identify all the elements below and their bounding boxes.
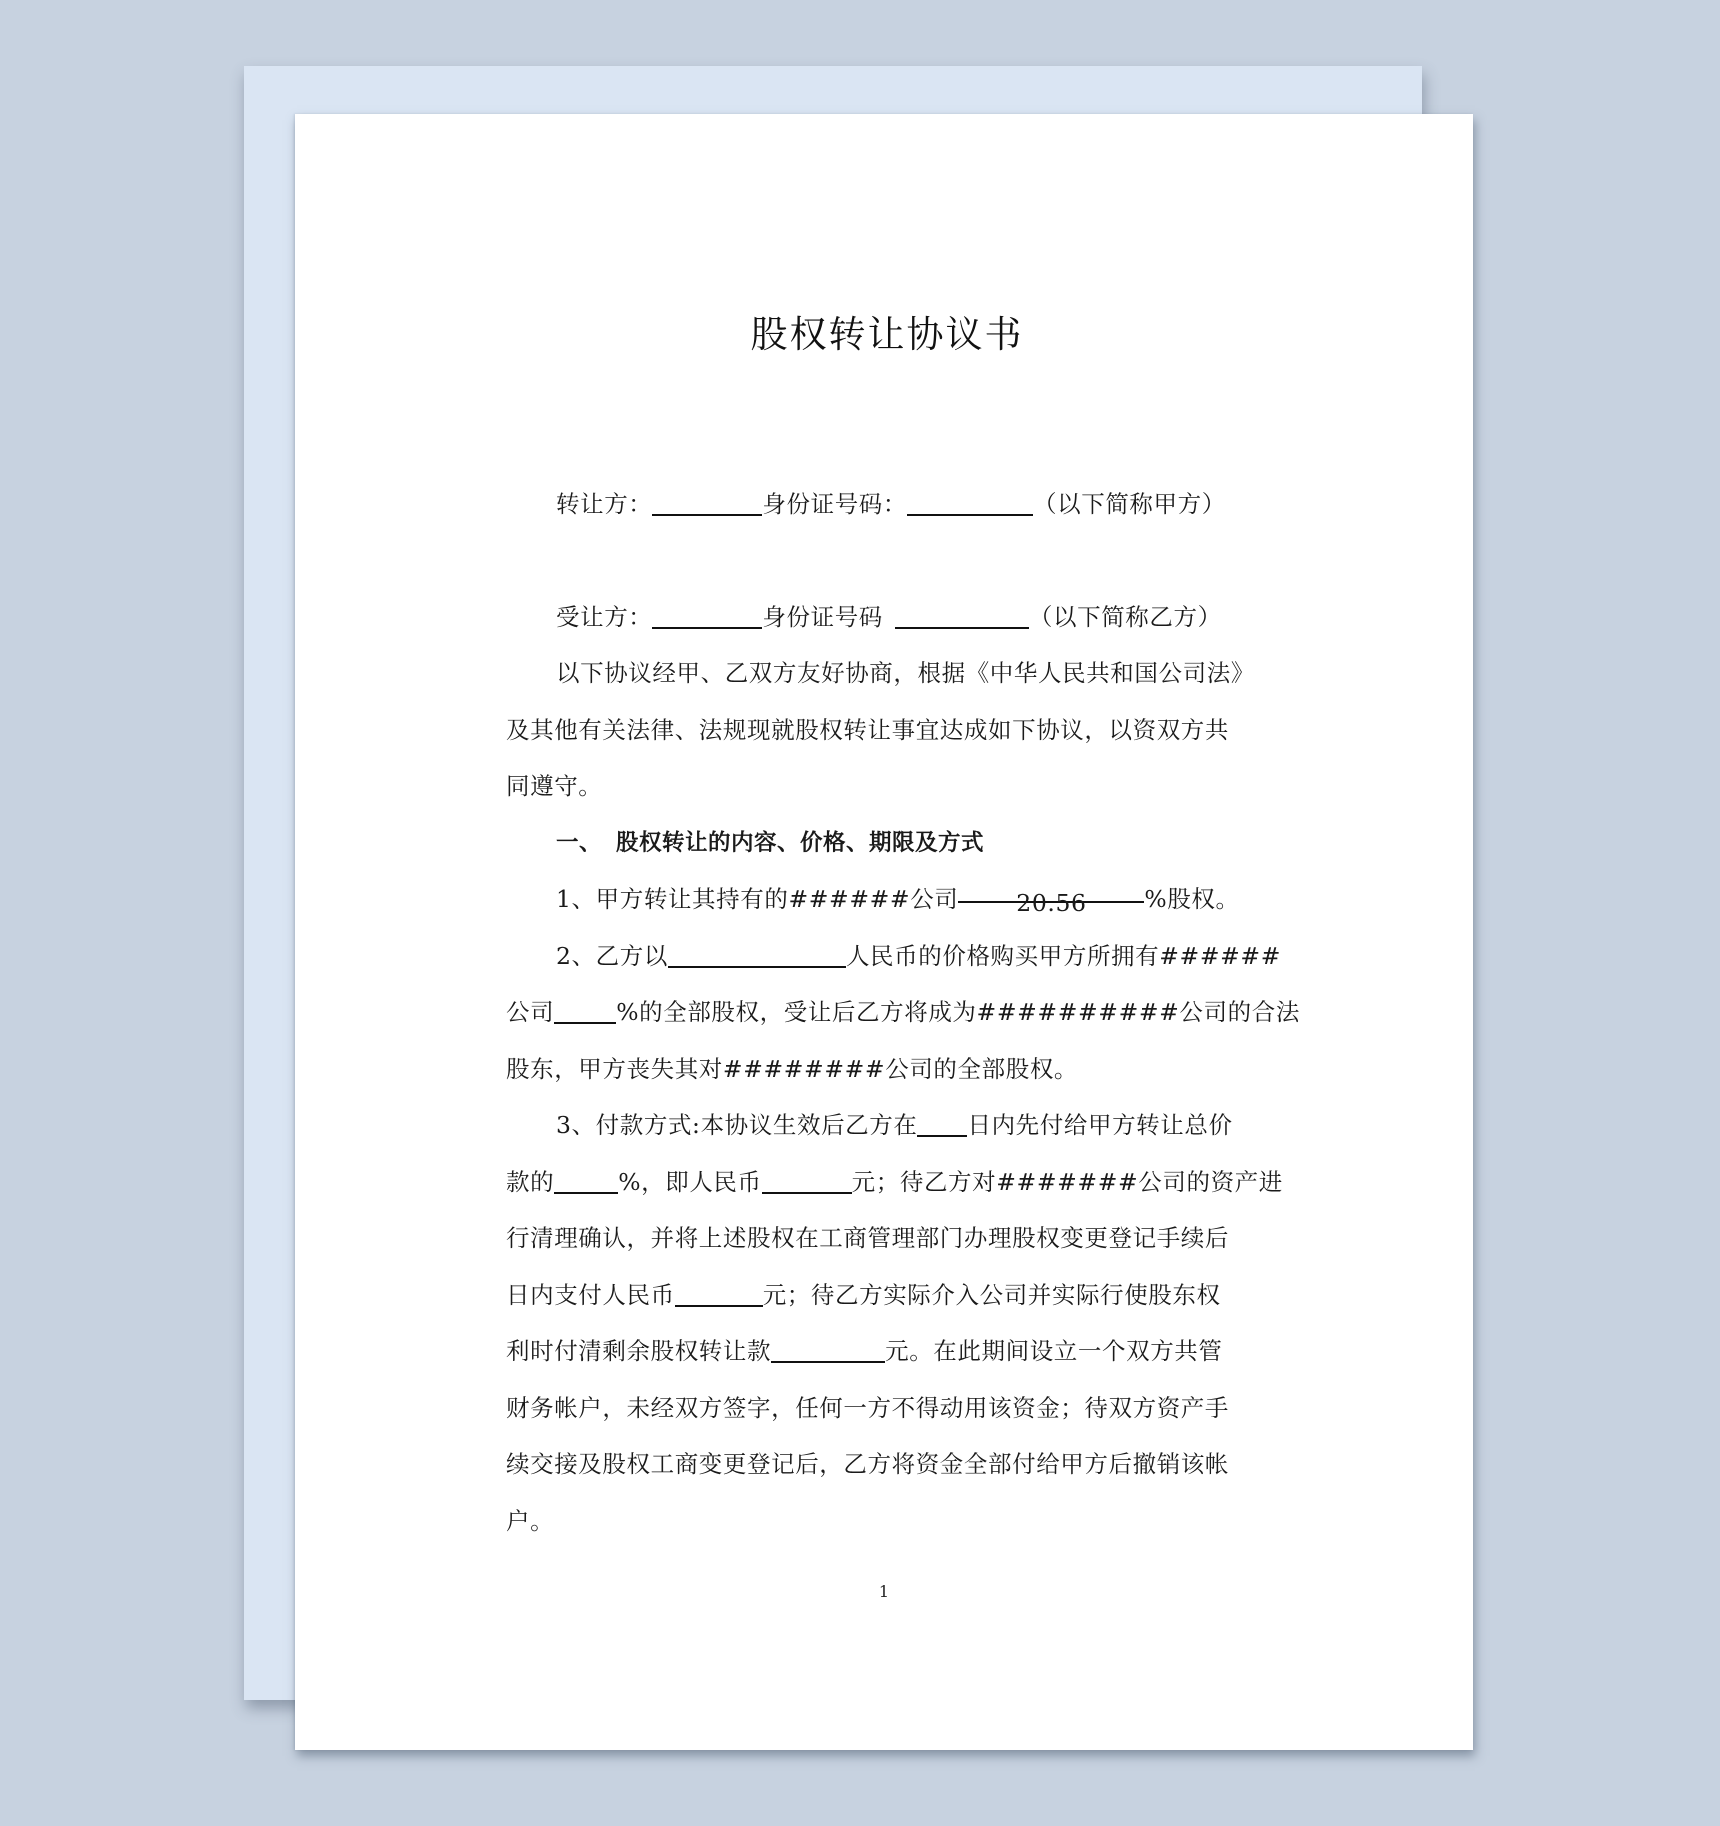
transferee-id-blank (895, 601, 1029, 629)
spacer (506, 533, 1262, 589)
clause-2-text: 公司 (506, 998, 555, 1026)
document-title: 股权转让协议书 (750, 313, 1024, 356)
preamble-line: 及其他有关法律、法规现就股权转让事宜达成如下协议，以资双方共 (506, 715, 1229, 744)
clause-3-line: 行清理确认，并将上述股权在工商管理部门办理股权变更登记手续后 (506, 1224, 1229, 1252)
second-payment-amount-blank (675, 1279, 763, 1307)
page-number: 1 (878, 1582, 890, 1601)
share-percentage-value: 20.56 (1016, 889, 1087, 917)
transferor-name-blank (652, 488, 762, 516)
clause-3-text: 元；待乙方实际介入公司并实际行使股东权 (762, 1280, 1221, 1309)
transferor-alias: （以下简称甲方） (1033, 490, 1226, 518)
price-blank (668, 940, 846, 968)
transferor-id-blank (907, 488, 1033, 516)
percent-blank (554, 996, 616, 1024)
clause-3-text: %，即人民币 (618, 1167, 762, 1196)
clause-3-text: 款的 (506, 1167, 555, 1196)
section-heading (506, 815, 1262, 872)
clause-3-text: 3、付款方式:本协议生效后乙方在 (556, 1111, 918, 1139)
clause-2-text: 2、乙方以 (556, 941, 668, 970)
preamble-line: 同遵守。 (506, 772, 603, 800)
transferee-name-blank (652, 601, 762, 629)
days-blank (917, 1109, 967, 1137)
clause-3-text: 元。在此期间设立一个双方共管 (885, 1337, 1223, 1365)
clause-1 (506, 871, 1262, 928)
transferee-label: 受让方： (556, 602, 653, 631)
clause-3-text: 日内支付人民币 (506, 1280, 675, 1309)
remaining-payment-blank (771, 1335, 885, 1363)
clause-3-line (506, 1267, 1262, 1324)
clause-3-text: 元；待乙方对#######公司的资产进 (851, 1167, 1283, 1196)
transferor-id-label: 身份证号码： (762, 490, 908, 518)
transferee-alias: （以下简称乙方） (1028, 602, 1222, 631)
section-title: 股权转让的内容、价格、期限及方式 (616, 829, 985, 856)
clause-3-line: 续交接及股权工商变更登记后，乙方将资金全部付给甲方后撤销该帐 (506, 1450, 1229, 1478)
clause-1-text: 1、甲方转让其持有的######公司 (556, 885, 959, 913)
transferor-label: 转让方： (556, 490, 653, 518)
clause-2-line (506, 984, 1300, 1041)
preamble-line: 以下协议经甲、乙双方友好协商，根据《中华人民共和国公司法》 (556, 659, 1255, 687)
clause-1-suffix: %股权。 (1144, 885, 1240, 913)
first-payment-amount-blank (762, 1166, 852, 1194)
clause-2-text: %的全部股权，受让后乙方将成为##########公司的合法 (616, 998, 1300, 1026)
document-body (506, 476, 1300, 1549)
clause-2-line: 股东，甲方丧失其对########公司的全部股权。 (506, 1054, 1079, 1083)
clause-2-line (506, 928, 1281, 985)
transferee-id-label: 身份证号码 (762, 602, 883, 631)
share-percentage-field (958, 875, 1144, 917)
document-page (295, 114, 1473, 1750)
clause-3-text: 日内先付给甲方转让总价 (967, 1111, 1233, 1139)
section-number: 一、 (556, 829, 603, 856)
clause-3-line (506, 1097, 1262, 1154)
clause-2-text: 人民币的价格购买甲方所拥有###### (845, 941, 1281, 970)
first-payment-percent-blank (554, 1166, 618, 1194)
clause-3-line: 户。 (506, 1506, 555, 1535)
clause-3-text: 利时付清剩余股权转让款 (506, 1337, 772, 1365)
transferee-line (506, 589, 1262, 646)
clause-3-line (506, 1154, 1283, 1211)
clause-3-line: 财务帐户，未经双方签字，任何一方不得动用该资金；待双方资产手 (506, 1393, 1229, 1422)
clause-3-line (506, 1323, 1262, 1380)
transferor-line (506, 476, 1262, 533)
